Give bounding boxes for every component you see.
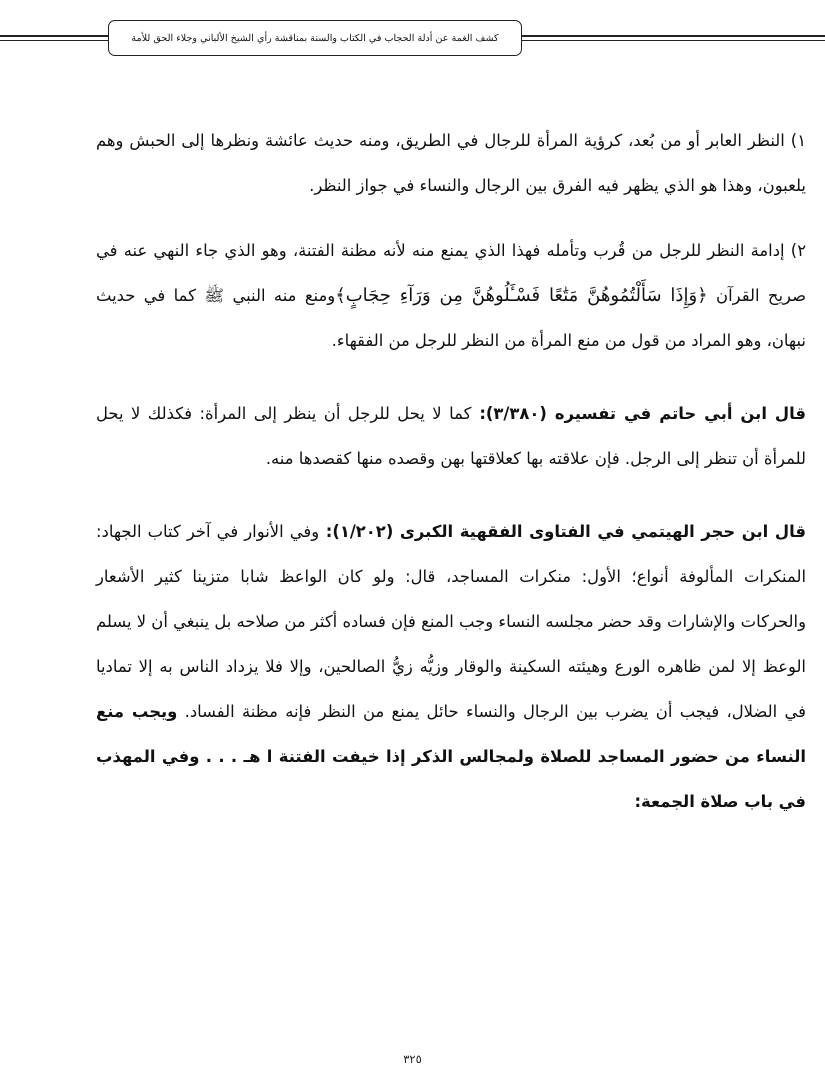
citation-ibn-hajar: قال ابن حجر الهيتمي في الفتاوى الفقهية الكبرى (١/٢٠٢): bbox=[319, 522, 806, 541]
paragraph-4-emphasis: ويجب منع النساء من حضور المساجد للصلاة ولمجالس الذكر إذا خيفت الفتنة ا هـ . . . وفي المهذب في باب صلاة الجمعة: bbox=[96, 702, 806, 811]
running-title: كشف الغمة عن أدلة الحجاب في الكتاب والسنة بمناقشة رأي الشيخ الألباني وجلاء الحق للأمة bbox=[131, 32, 499, 44]
paragraph-2-rest: ومنع منه النبي ﷺ كما في حديث نبهان، وهو المراد من قول من منع المرأة من النظر للرجل من الفقهاء. bbox=[96, 286, 806, 350]
quran-verse: وَإِذَا سَأَلْتُمُوهُنَّ مَتَٰعًا فَسْـَٔلُوهُنَّ مِن وَرَآءِ حِجَابٍ bbox=[345, 285, 698, 306]
page-body bbox=[96, 118, 806, 846]
header-rule-left-thin bbox=[0, 40, 110, 41]
quran-open-bracket: ﴿ bbox=[697, 285, 708, 306]
header-rule-left bbox=[0, 35, 110, 37]
running-title-box bbox=[108, 20, 522, 56]
paragraph-1: ١) النظر العابر أو من بُعد، كرؤية المرأة للرجال في الطريق، ومنه حديث عائشة ونظرها إلى الحبش وهم يلعبون، وهذا هو الذي يظهر فيه الفرق بين الرجال والنساء في جواز النظر. bbox=[96, 131, 806, 195]
paragraph-2-intro: ٢) إدامة النظر للرجل من قُرب وتأمله فهذا الذي يمنع منه لأنه مظنة الفتنة، وهو الذي جاء النهي عنه في صريح القرآن bbox=[96, 241, 807, 305]
citation-ibn-abi-hatim: قال ابن أبي حاتم في تفسيره (٣/٣٨٠): bbox=[471, 404, 807, 423]
paragraph-3-text: كما لا يحل للرجل أن ينظر إلى المرأة: فكذلك لا يحل للمرأة أن تنظر إلى الرجل. فإن علاقته بها كعلاقتها بهن وقصده منها كقصدها منه. bbox=[96, 404, 806, 468]
quran-close-bracket: ﴾ bbox=[335, 285, 346, 306]
running-header bbox=[0, 18, 825, 64]
paragraph-4 bbox=[96, 509, 806, 824]
paragraph-4-text: وفي الأنوار في آخر كتاب الجهاد: المنكرات المألوفة أنواع؛ الأول: منكرات المساجد، قال: ولو كان الواعظ شابا متزينا كثير الأشعار والحركات والإشارات وقد حضر مجلسه النساء وجب المنع فإن فساده أكثر من صلاحه بل ينبغي أن لا يسلم الوعظ إلا لمن ظاهره الورع وهيئته السكينة والوقار وزيُّه زيُّ الصالحين، وإلا فلا يزداد الناس به إلا تماديا في الضلال، فيجب أن يضرب بين الرجال والنساء حائل يمنع من النظر فإنه مظنة الفساد. bbox=[96, 522, 807, 721]
page-number: ٣٢٥ bbox=[403, 1052, 422, 1066]
paragraph-2 bbox=[96, 228, 806, 363]
header-rule-right-thin bbox=[520, 40, 825, 41]
paragraph-3 bbox=[96, 391, 806, 481]
header-rule-right bbox=[520, 35, 825, 37]
